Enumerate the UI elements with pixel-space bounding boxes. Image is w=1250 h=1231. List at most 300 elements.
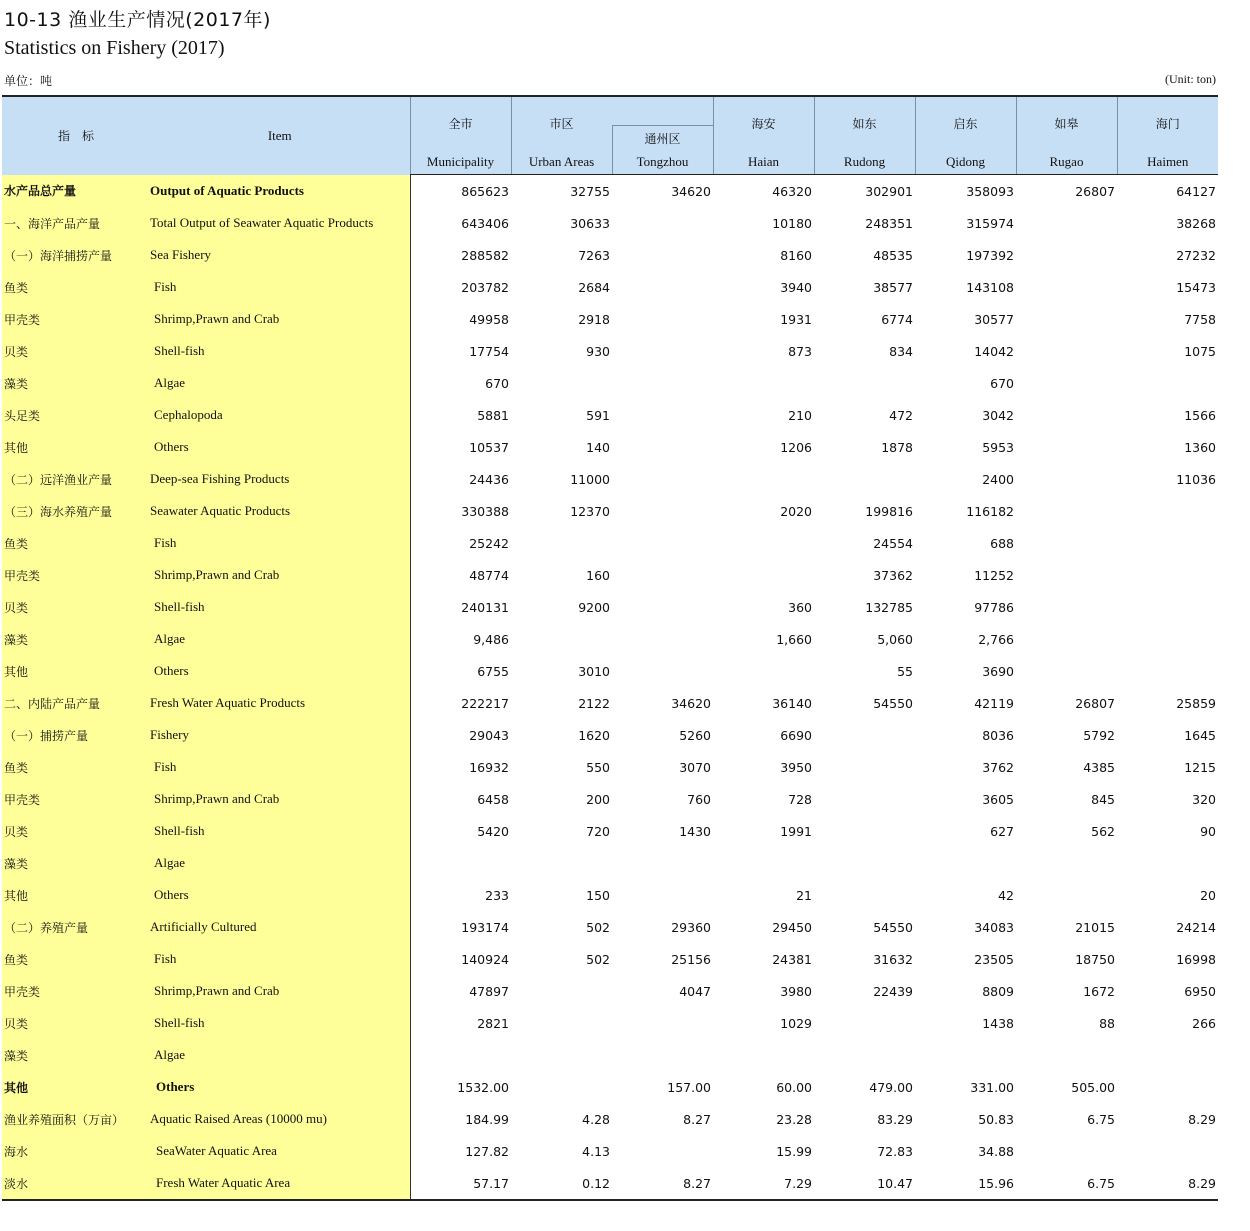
table-row [2, 175, 1218, 208]
value-cell: 15473 [1176, 279, 1216, 295]
value-cell [1016, 655, 1117, 687]
table-header [2, 96, 1218, 175]
value-cell: 4385 [1083, 759, 1115, 775]
value-cell: 11252 [974, 567, 1014, 583]
value-cell: 5792 [1083, 727, 1115, 743]
value-cell [713, 463, 814, 495]
value-cell: 18750 [1075, 951, 1115, 967]
table-row [2, 655, 1218, 687]
value-cell: 29360 [671, 919, 711, 935]
value-cell [1016, 1135, 1117, 1167]
fishery-table [2, 95, 1218, 1201]
value-cell: 7.29 [713, 1167, 814, 1200]
value-cell [1016, 271, 1117, 303]
value-cell [612, 271, 713, 303]
value-cell [1016, 207, 1117, 239]
table-row [2, 1135, 1218, 1167]
header-haimen-cn: 海门 [1117, 96, 1218, 150]
table-row [2, 239, 1218, 271]
value-cell: 90 [1200, 823, 1216, 839]
value-cell: 24381 [772, 951, 812, 967]
value-cell: 54550 [873, 919, 913, 935]
value-cell [612, 239, 713, 271]
value-cell: 27232 [1176, 247, 1216, 263]
value-cell: 1566 [1184, 407, 1216, 423]
table-row [2, 1007, 1218, 1039]
table-row [2, 495, 1218, 527]
value-cell [1016, 239, 1117, 271]
row-label-en [150, 1103, 410, 1135]
value-cell: 60.00 [776, 1079, 812, 1095]
row-label-en-text: Shrimp,Prawn and Crab [154, 567, 280, 582]
value-cell [511, 623, 612, 655]
value-cell: 38577 [873, 279, 913, 295]
value-cell: 10.47 [814, 1167, 915, 1200]
value-cell [1016, 559, 1117, 591]
row-label-en [150, 1135, 410, 1167]
row-label-en-text: Sea Fishery [150, 247, 212, 262]
row-label-en [150, 1007, 410, 1039]
value-cell: 34620 [671, 695, 711, 711]
value-cell: 502 [586, 919, 610, 935]
value-cell: 24214 [1176, 919, 1216, 935]
value-cell: 83.29 [877, 1111, 913, 1127]
value-cell: 8.29 [1117, 1167, 1218, 1200]
value-cell: 116182 [966, 503, 1014, 519]
value-cell: 14042 [974, 343, 1014, 359]
value-cell: 203782 [461, 279, 509, 295]
value-cell [1117, 1039, 1218, 1071]
value-cell: 1620 [578, 727, 610, 743]
row-label-en [150, 591, 410, 623]
value-cell [1016, 431, 1117, 463]
value-cell: 1931 [780, 311, 812, 327]
unit-label-en: (Unit: ton) [1165, 72, 1216, 86]
value-cell: 3762 [982, 759, 1014, 775]
row-label-en [150, 335, 410, 367]
value-cell: 627 [990, 823, 1014, 839]
value-cell [713, 559, 814, 591]
value-cell [814, 847, 915, 879]
value-cell: 479.00 [869, 1079, 913, 1095]
value-cell: 331.00 [970, 1079, 1014, 1095]
value-cell: 222217 [461, 695, 509, 711]
value-cell: 10537 [469, 439, 509, 455]
value-cell: 643406 [461, 215, 509, 231]
value-cell: 8.27 [612, 1167, 713, 1200]
value-cell: 200 [586, 791, 610, 807]
value-cell: 302901 [865, 183, 913, 199]
table-row [2, 527, 1218, 559]
header-rugao-cn: 如皋 [1016, 96, 1117, 150]
header-urban-en: Urban Areas [511, 150, 612, 175]
table-row [2, 719, 1218, 751]
unit-label-cn: 单位：吨 [4, 74, 53, 88]
row-label-cn: 藻类 [2, 623, 150, 655]
value-cell: 184.99 [465, 1111, 509, 1127]
value-cell: 728 [788, 791, 812, 807]
header-urban-cn: 市区 [511, 96, 612, 150]
value-cell: 30633 [570, 215, 610, 231]
value-cell: 2400 [982, 471, 1014, 487]
value-cell [1117, 623, 1218, 655]
row-label-en-text: Cephalopoda [154, 407, 223, 422]
row-label-en [150, 975, 410, 1007]
value-cell [1016, 879, 1117, 911]
table-body [2, 175, 1218, 1201]
value-cell: 32755 [570, 183, 610, 199]
value-cell: 140924 [461, 951, 509, 967]
row-label-en [150, 815, 410, 847]
row-label-en-text: Others [154, 663, 189, 678]
table-row [2, 815, 1218, 847]
value-cell: 1991 [780, 823, 812, 839]
value-cell: 358093 [966, 183, 1014, 199]
value-cell [915, 847, 1016, 879]
row-label-en [150, 271, 410, 303]
value-cell: 88 [1099, 1015, 1115, 1031]
table-row [2, 399, 1218, 431]
table-row [2, 847, 1218, 879]
value-cell: 46320 [772, 183, 812, 199]
row-label-en-text: Algae [154, 1047, 186, 1062]
row-label-en-text: Others [154, 887, 189, 902]
value-cell: 2,766 [978, 631, 1014, 647]
row-label-cn: 其他 [2, 655, 150, 687]
value-cell: 7263 [578, 247, 610, 263]
value-cell: 8.29 [1188, 1111, 1216, 1127]
value-cell: 6950 [1184, 983, 1216, 999]
value-cell [814, 879, 915, 911]
value-cell: 6.75 [1016, 1167, 1117, 1200]
row-label-en [150, 783, 410, 815]
table-row [2, 911, 1218, 943]
row-label-en-text: Fresh Water Aquatic Products [150, 695, 306, 710]
value-cell: 873 [788, 343, 812, 359]
value-cell [410, 847, 511, 879]
row-label-cn: （一）捕捞产量 [2, 719, 150, 751]
row-label-cn: （一）海洋捕捞产量 [2, 239, 150, 271]
row-label-en [150, 527, 410, 559]
value-cell: 2821 [477, 1015, 509, 1031]
row-label-en-text: Seawater Aquatic Products [150, 503, 291, 518]
table-row [2, 303, 1218, 335]
value-cell [612, 367, 713, 399]
value-cell: 670 [485, 375, 509, 391]
value-cell: 29450 [772, 919, 812, 935]
row-label-en [150, 495, 410, 527]
value-cell: 42119 [974, 695, 1014, 711]
value-cell: 720 [586, 823, 610, 839]
value-cell: 24436 [469, 471, 509, 487]
row-label-cn: 甲壳类 [2, 783, 150, 815]
value-cell [612, 335, 713, 367]
value-cell [612, 463, 713, 495]
row-label-cn: 水产品总产量 [2, 175, 150, 208]
row-label-cn: 鱼类 [2, 527, 150, 559]
value-cell [1117, 527, 1218, 559]
table-row [2, 1039, 1218, 1071]
value-cell: 688 [990, 535, 1014, 551]
value-cell: 20 [1200, 887, 1216, 903]
value-cell: 10180 [772, 215, 812, 231]
value-cell [612, 303, 713, 335]
value-cell: 845 [1091, 791, 1115, 807]
header-indicator-cn: 指 标 [2, 96, 150, 175]
value-cell: 57.17 [410, 1167, 511, 1200]
value-cell: 240131 [461, 599, 509, 615]
value-cell: 157.00 [667, 1079, 711, 1095]
value-cell: 36140 [772, 695, 812, 711]
value-cell: 210 [788, 407, 812, 423]
row-label-cn: 甲壳类 [2, 559, 150, 591]
value-cell: 42 [998, 887, 1014, 903]
value-cell: 50.83 [978, 1111, 1014, 1127]
value-cell: 1430 [679, 823, 711, 839]
header-municipality-cn: 全市 [410, 96, 511, 150]
value-cell: 16932 [469, 759, 509, 775]
row-label-en [150, 879, 410, 911]
value-cell [612, 655, 713, 687]
row-label-cn: 鱼类 [2, 271, 150, 303]
value-cell: 37362 [873, 567, 913, 583]
value-cell: 360 [788, 599, 812, 615]
row-label-cn: 贝类 [2, 591, 150, 623]
value-cell: 6.75 [1087, 1111, 1115, 1127]
table-row [2, 1103, 1218, 1135]
row-label-en-text: Algae [154, 375, 186, 390]
value-cell: 15.96 [915, 1167, 1016, 1200]
row-label-en [150, 943, 410, 975]
value-cell: 193174 [461, 919, 509, 935]
value-cell: 72.83 [877, 1143, 913, 1159]
value-cell: 8160 [780, 247, 812, 263]
value-cell [511, 367, 612, 399]
value-cell: 315974 [966, 215, 1014, 231]
value-cell: 248351 [865, 215, 913, 231]
value-cell [612, 879, 713, 911]
value-cell [612, 399, 713, 431]
row-label-en-text: Shell-fish [154, 823, 205, 838]
value-cell [1016, 335, 1117, 367]
row-label-en-text: Fish [154, 951, 177, 966]
value-cell [1016, 399, 1117, 431]
value-cell: 1029 [780, 1015, 812, 1031]
row-label-en [150, 623, 410, 655]
value-cell: 17754 [469, 343, 509, 359]
value-cell: 0.12 [511, 1167, 612, 1200]
value-cell: 1438 [982, 1015, 1014, 1031]
value-cell [1016, 463, 1117, 495]
row-label-cn: 渔业养殖面积（万亩） [2, 1103, 150, 1135]
row-label-en [150, 1167, 410, 1200]
value-cell [511, 1007, 612, 1039]
value-cell [713, 1039, 814, 1071]
value-cell: 6690 [780, 727, 812, 743]
value-cell: 26807 [1075, 695, 1115, 711]
value-cell: 1532.00 [457, 1079, 509, 1095]
value-cell: 288582 [461, 247, 509, 263]
value-cell [814, 1039, 915, 1071]
value-cell: 4047 [679, 983, 711, 999]
value-cell: 3950 [780, 759, 812, 775]
row-label-cn: 藻类 [2, 847, 150, 879]
row-label-en-text: Shrimp,Prawn and Crab [154, 791, 280, 806]
value-cell: 9,486 [473, 631, 509, 647]
value-cell: 25242 [469, 535, 509, 551]
value-cell: 3042 [982, 407, 1014, 423]
row-label-en-text: Shell-fish [154, 343, 205, 358]
value-cell: 233 [485, 887, 509, 903]
value-cell: 505.00 [1071, 1079, 1115, 1095]
value-cell: 3980 [780, 983, 812, 999]
value-cell [511, 975, 612, 1007]
row-label-en-text: Aquatic Raised Areas (10000 mu) [150, 1111, 327, 1126]
value-cell: 34083 [974, 919, 1014, 935]
value-cell [1016, 847, 1117, 879]
row-label-cn: 淡水 [2, 1167, 150, 1200]
header-haian-cn: 海安 [713, 96, 814, 150]
value-cell: 132785 [865, 599, 913, 615]
value-cell: 1215 [1184, 759, 1216, 775]
row-label-en-text: Deep-sea Fishing Products [150, 471, 290, 486]
value-cell [612, 1135, 713, 1167]
value-cell [814, 815, 915, 847]
header-rudong-cn: 如东 [814, 96, 915, 150]
table-row [2, 943, 1218, 975]
table-row [2, 591, 1218, 623]
value-cell: 591 [586, 407, 610, 423]
row-label-en-text: SeaWater Aquatic Area [156, 1143, 277, 1158]
row-label-cn: 藻类 [2, 367, 150, 399]
value-cell: 29043 [469, 727, 509, 743]
row-label-en-text: Others [156, 1079, 195, 1094]
value-cell: 9200 [578, 599, 610, 615]
value-cell: 1360 [1184, 439, 1216, 455]
table-row [2, 751, 1218, 783]
value-cell [612, 495, 713, 527]
value-cell: 4.13 [582, 1143, 610, 1159]
row-label-en-text: Fish [154, 759, 177, 774]
value-cell [713, 847, 814, 879]
value-cell: 3010 [578, 663, 610, 679]
row-label-cn: 藻类 [2, 1039, 150, 1071]
value-cell: 550 [586, 759, 610, 775]
value-cell: 865623 [461, 183, 509, 199]
row-label-en [150, 303, 410, 335]
value-cell [410, 1039, 511, 1071]
value-cell: 3070 [679, 759, 711, 775]
row-label-en [150, 719, 410, 751]
value-cell [511, 527, 612, 559]
value-cell: 30577 [974, 311, 1014, 327]
value-cell [612, 1039, 713, 1071]
row-label-cn: 头足类 [2, 399, 150, 431]
value-cell: 472 [889, 407, 913, 423]
value-cell [713, 367, 814, 399]
value-cell: 54550 [873, 695, 913, 711]
value-cell [511, 1039, 612, 1071]
value-cell: 64127 [1176, 183, 1216, 199]
header-qidong-cn: 启东 [915, 96, 1016, 150]
row-label-en [150, 751, 410, 783]
value-cell: 48535 [873, 247, 913, 263]
value-cell [814, 783, 915, 815]
value-cell: 1075 [1184, 343, 1216, 359]
value-cell: 197392 [966, 247, 1014, 263]
value-cell: 31632 [873, 951, 913, 967]
value-cell: 4.28 [582, 1111, 610, 1127]
value-cell: 1206 [780, 439, 812, 455]
row-label-en-text: Fish [154, 279, 177, 294]
table-row [2, 207, 1218, 239]
header-rudong-en: Rudong [814, 150, 915, 175]
value-cell: 6458 [477, 791, 509, 807]
value-cell: 5260 [679, 727, 711, 743]
value-cell: 5953 [982, 439, 1014, 455]
value-cell: 199816 [865, 503, 913, 519]
value-cell: 2020 [780, 503, 812, 519]
table-row [2, 623, 1218, 655]
value-cell [612, 847, 713, 879]
value-cell: 16998 [1176, 951, 1216, 967]
value-cell: 21015 [1075, 919, 1115, 935]
row-label-en-text: Shrimp,Prawn and Crab [154, 983, 280, 998]
value-cell: 160 [586, 567, 610, 583]
row-label-cn: 甲壳类 [2, 303, 150, 335]
header-qidong-en: Qidong [915, 150, 1016, 175]
value-cell: 760 [687, 791, 711, 807]
value-cell [1117, 367, 1218, 399]
row-label-cn: 鱼类 [2, 943, 150, 975]
table-row [2, 559, 1218, 591]
value-cell [1117, 495, 1218, 527]
value-cell: 562 [1091, 823, 1115, 839]
value-cell: 140 [586, 439, 610, 455]
value-cell [612, 623, 713, 655]
value-cell: 150 [586, 887, 610, 903]
row-label-en [150, 1039, 410, 1071]
row-label-en-text: Algae [154, 631, 186, 646]
value-cell [612, 591, 713, 623]
value-cell: 1878 [881, 439, 913, 455]
value-cell: 15.99 [776, 1143, 812, 1159]
row-label-en-text: Shell-fish [154, 599, 205, 614]
value-cell [612, 431, 713, 463]
value-cell: 143108 [966, 279, 1014, 295]
row-label-cn: 二、内陆产品产量 [2, 687, 150, 719]
value-cell [1117, 591, 1218, 623]
row-label-cn: （三）海水养殖产量 [2, 495, 150, 527]
row-label-en [150, 687, 410, 719]
value-cell: 26807 [1075, 183, 1115, 199]
value-cell [814, 751, 915, 783]
row-label-en-text: Others [154, 439, 189, 454]
value-cell: 5,060 [877, 631, 913, 647]
value-cell: 21 [796, 887, 812, 903]
row-label-cn: 海水 [2, 1135, 150, 1167]
value-cell: 834 [889, 343, 913, 359]
table-row [2, 335, 1218, 367]
row-label-en [150, 911, 410, 943]
value-cell [814, 1007, 915, 1039]
row-label-cn: 贝类 [2, 335, 150, 367]
value-cell: 8.27 [683, 1111, 711, 1127]
header-haimen-en: Haimen [1117, 150, 1218, 175]
value-cell: 23505 [974, 951, 1014, 967]
value-cell [1117, 1135, 1218, 1167]
row-label-cn: （二）养殖产量 [2, 911, 150, 943]
